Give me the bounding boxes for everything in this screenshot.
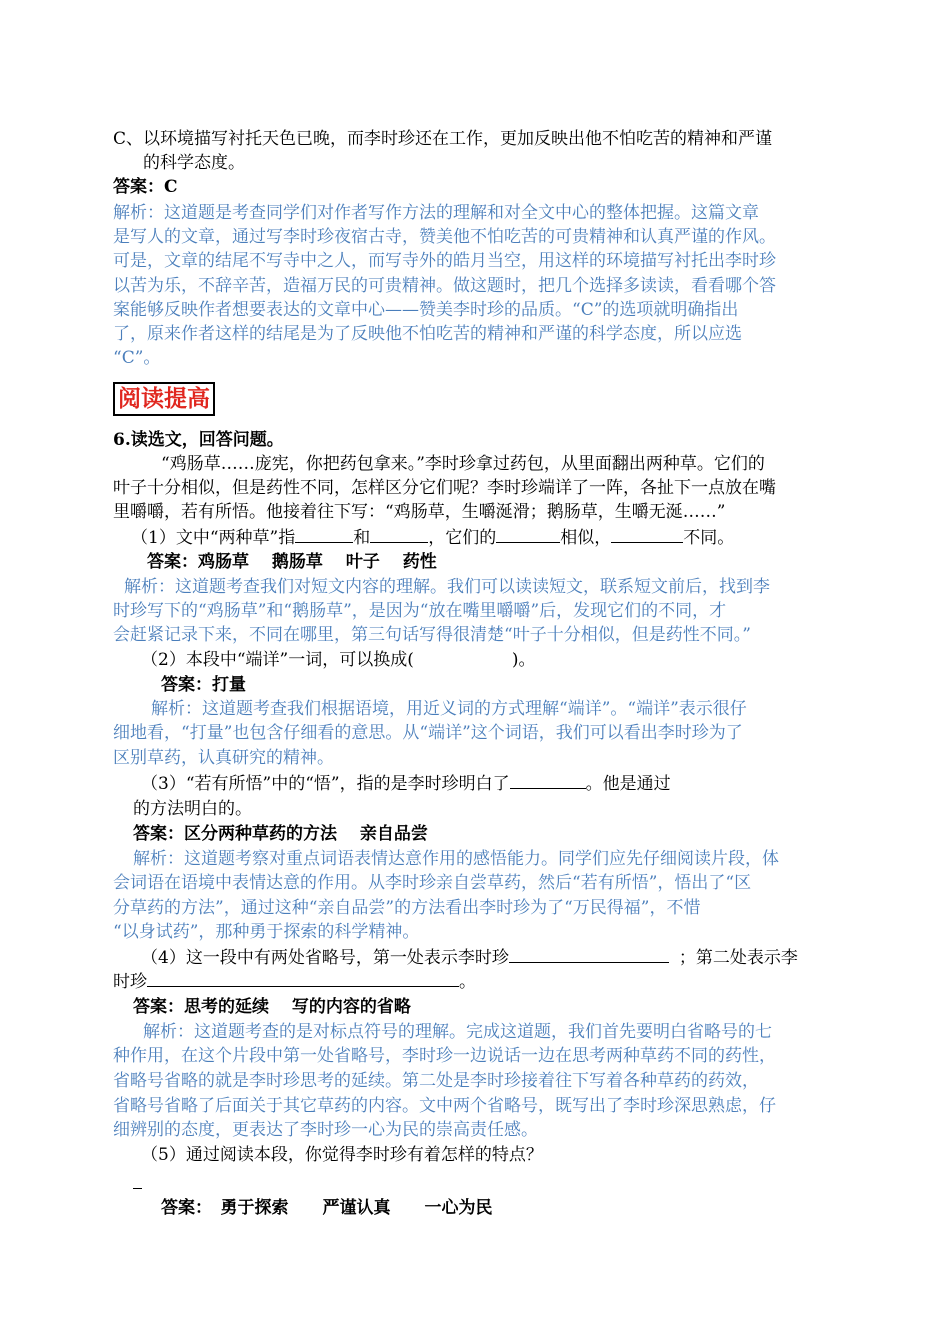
q2-explanation-line: 细地看，“打量”也包含仔细看的意思。从“端详”这个词语，我们可以看出李时珍为了 — [113, 723, 743, 743]
q2-prefix: （2）本段中“端详”一词，可以换成( — [141, 650, 414, 670]
q1-blank-1[interactable] — [295, 526, 353, 543]
q2-explanation-line: 解析：这道题考查我们根据语境，用近义词的方式理解“端详”。“端详”表示很仔 — [151, 699, 747, 719]
q2-explanation-line: 区别草药，认真研究的精神。 — [113, 748, 334, 768]
q4-blank-2[interactable] — [147, 970, 459, 987]
q2-suffix: )。 — [511, 650, 536, 670]
q1-text: ，它们的 — [428, 528, 497, 548]
q3-explanation-line: 解析：这道题考察对重点词语表情达意作用的感悟能力。同学们应先仔细阅读片段，体 — [133, 849, 779, 869]
q4-text: （4）这一段中有两处省略号，第一处表示李时珍 — [141, 948, 509, 968]
q1-blank-4[interactable] — [611, 526, 683, 543]
q3-explanation-line: 会词语在语境中表情达意的作用。从李时珍亲自尝草药，然后“若有所悟”，悟出了“区 — [113, 873, 752, 893]
q1-text: 不同。 — [683, 528, 735, 548]
q3-explanation-line: “以身试药”，那种勇于探索的科学精神。 — [113, 922, 420, 942]
explanation-c-line: 解析：这道题是考查同学们对作者写作方法的理解和对全文中心的整体把握。这篇文章 — [113, 203, 759, 223]
passage-line: 叶子十分相似，但是药性不同，怎样区分它们呢？李时珍端详了一阵，各扯下一点放在嘴 — [113, 478, 776, 498]
explanation-c-line: 案能够反映作者想要表达的文章中心——赞美李时珍的品质。“C”的选项就明确指出 — [113, 300, 739, 320]
q3-text: 。他是通过 — [585, 774, 671, 794]
explanation-c-line: 以苦为乐，不辞辛苦，造福万民的可贵精神。做这题时，把几个选择多读读，看看哪个答 — [113, 276, 776, 296]
option-c-line2: 的科学态度。 — [143, 153, 245, 173]
option-c-line1: C、以环境描写衬托天色已晚，而李时珍还在工作，更加反映出他不怕吃苦的精神和严谨 — [113, 129, 773, 149]
q5-answer: 答案： 勇于探索 严谨认真 一心为民 — [161, 1198, 493, 1218]
q3-question — [141, 772, 671, 796]
passage-line: “鸡肠草……庞宪，你把药包拿来。”李时珍拿过药包，从里面翻出两种草。它们的 — [161, 454, 765, 474]
q1-blank-2[interactable] — [370, 526, 428, 543]
q5-answer-dash — [133, 1188, 142, 1189]
explanation-c-line: 了，原来作者这样的结尾是为了反映他不怕吃苦的精神和严谨的科学态度，所以应选 — [113, 324, 742, 344]
q4-explanation-line: 解析：这道题考查的是对标点符号的理解。完成这道题，我们首先要明白省略号的七 — [143, 1022, 772, 1042]
q4-text: 时珍 — [113, 972, 147, 992]
q4-explanation-line: 省略号省略了后面关于其它草药的内容。文中两个省略号，既写出了李时珍深思熟虑，仔 — [113, 1096, 776, 1116]
explanation-c-line: “C”。 — [113, 348, 161, 368]
question6-title: 6.读选文，回答问题。 — [113, 430, 284, 450]
q1-explanation-line: 时珍写下的“鸡肠草”和“鹅肠草”，是因为“放在嘴里嚼嚼”后，发现它们的不同，才 — [113, 601, 727, 621]
q5-question: （5）通过阅读本段，你觉得李时珍有着怎样的特点？ — [141, 1145, 543, 1165]
option-c-answer: 答案：C — [113, 177, 178, 197]
q1-explanation-line: 解析：这道题考查我们对短文内容的理解。我们可以读读短文，联系短文前后，找到李 — [124, 577, 770, 597]
q4-question-line2 — [113, 970, 476, 994]
q1-text: 和 — [353, 528, 371, 548]
q1-answer: 答案：鸡肠草 鹅肠草 叶子 药性 — [147, 552, 437, 572]
q4-blank-1[interactable] — [509, 946, 669, 963]
q3-text: （3）“若有所悟”中的“悟”，指的是李时珍明白了 — [141, 774, 510, 794]
passage-line: 里嚼嚼，若有所悟。他接着往下写：“鸡肠草，生嚼涎滑；鹅肠草，生嚼无涎……” — [113, 502, 726, 522]
q1-blank-3[interactable] — [496, 526, 560, 543]
q4-question — [141, 946, 798, 970]
q3-explanation-line: 分草药的方法”，通过这种“亲自品尝”的方法看出李时珍为了“万民得福”，不惜 — [113, 898, 701, 918]
q4-text: 。 — [459, 972, 476, 992]
q4-explanation-line: 省略号省略的就是李时珍思考的延续。第二处是李时珍接着往下写着各种草药的药效， — [113, 1071, 759, 1091]
q1-explanation-line: 会赶紧记录下来，不同在哪里，第三句话写得很清楚“叶子十分相似，但是药性不同。” — [113, 625, 751, 645]
q4-text: ；第二处表示李 — [678, 948, 798, 968]
q1-text: （1）文中“两种草”指 — [131, 528, 296, 548]
q3-blank[interactable] — [510, 772, 586, 789]
explanation-c-line: 是写人的文章，通过写李时珍夜宿古寺，赞美他不怕吃苦的可贵精神和认真严谨的作风。 — [113, 227, 776, 247]
q4-explanation-line: 种作用，在这个片段中第一处省略号，李时珍一边说话一边在思考两种草药不同的药性， — [113, 1046, 776, 1066]
q4-answer: 答案：思考的延续 写的内容的省略 — [133, 997, 411, 1017]
q1-text: 相似， — [560, 528, 612, 548]
q2-answer: 答案：打量 — [161, 675, 246, 695]
section-heading: 阅读提高 — [113, 382, 215, 416]
q2-question — [141, 648, 535, 672]
q3-question-line2: 的方法明白的。 — [133, 799, 252, 819]
explanation-c-line: 可是，文章的结尾不写寺中之人，而写寺外的皓月当空，用这样的环境描写衬托出李时珍 — [113, 251, 776, 271]
q3-answer: 答案：区分两种草药的方法 亲自品尝 — [133, 824, 428, 844]
q1-question — [131, 526, 734, 550]
q4-explanation-line: 细辨别的态度，更表达了李时珍一心为民的崇高责任感。 — [113, 1120, 538, 1140]
